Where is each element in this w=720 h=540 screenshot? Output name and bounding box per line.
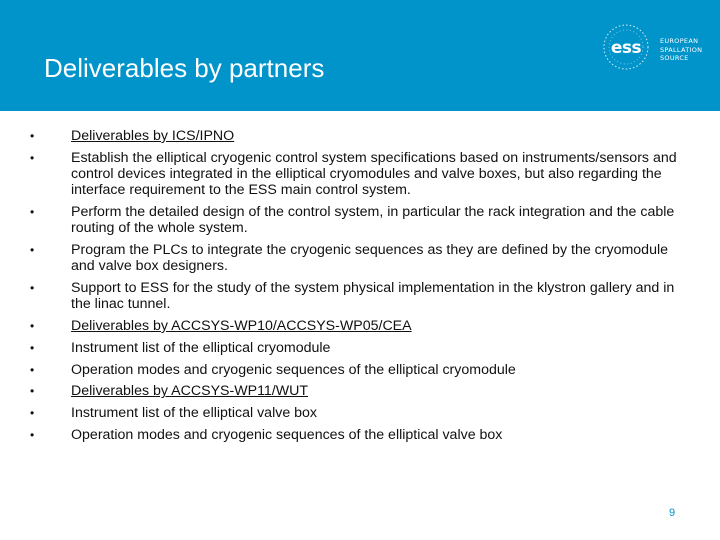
- logo-line-3: SOURCE: [660, 54, 689, 62]
- logo-mark-text: ess: [610, 38, 642, 58]
- bullet-item: • Instrument list of the elliptical valve box: [30, 405, 690, 421]
- bullet-item: • Operation modes and cryogenic sequences of the elliptical valve box: [30, 427, 690, 443]
- bullet-heading: Deliverables by ICS/IPNO: [71, 128, 235, 144]
- bullet-item: [30, 318, 690, 334]
- bullet-item: [30, 383, 690, 399]
- logo-wordmark: [660, 37, 702, 63]
- bullet-heading: Deliverables by ACCSYS-WP10/ACCSYS-WP05/CEA: [71, 318, 412, 334]
- bullet-item: • Perform the detailed design of the control system, in particular the rack integration and the cable routing of the whole system.: [30, 204, 690, 236]
- bullet-list: [30, 128, 690, 449]
- logo-line-1: EUROPEAN: [660, 37, 699, 45]
- ess-logo: [596, 22, 708, 72]
- bullet-item: • Operation modes and cryogenic sequences of the elliptical cryomodule: [30, 362, 690, 378]
- page-number: 9: [669, 507, 676, 519]
- bullet-item: • Establish the elliptical cryogenic control system specifications based on instruments/sensors and control devices integrated in the elliptical cryomodules and valve boxes, but also regarding the interface requirement to the ESS main control system.: [30, 150, 690, 199]
- bullet-item: • Support to ESS for the study of the system physical implementation in the klystron gallery and in the linac tunnel.: [30, 280, 690, 312]
- slide-header: [0, 0, 720, 111]
- bullet-item: • Program the PLCs to integrate the cryogenic sequences as they are defined by the cryomodule and valve box designers.: [30, 242, 690, 274]
- bullet-item: [30, 128, 690, 144]
- bullet-heading: Deliverables by ACCSYS-WP11/WUT: [71, 383, 309, 400]
- ess-logo-mark-icon: [596, 22, 656, 72]
- bullet-item: • Instrument list of the elliptical cryomodule: [30, 340, 690, 356]
- logo-line-2: SPALLATION: [660, 45, 703, 54]
- slide-title: Deliverables by partners: [44, 53, 325, 83]
